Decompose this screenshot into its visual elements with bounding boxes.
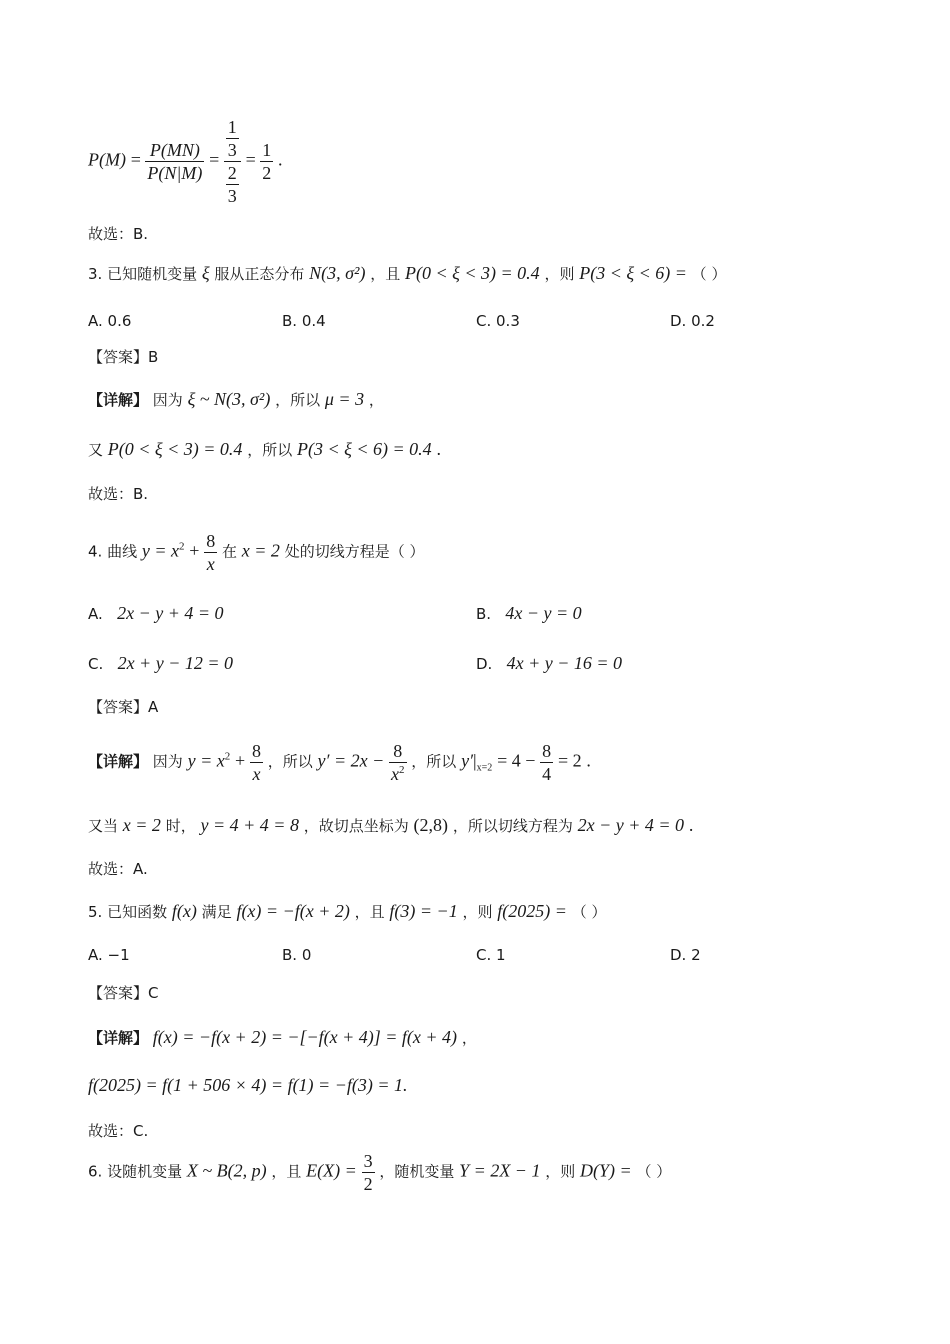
question-4-detail-line2: 又当 x = 2 时， y = 4 + 4 = 8 ，故切点坐标为 (2,8) ，所以切线方程为 2x − y + 4 = 0 .: [88, 815, 694, 835]
question-3-option-d[interactable]: D. 0.2: [670, 312, 715, 330]
fraction-3-over-2: $\frac{3}{2}$: [363, 1151, 373, 1194]
question-3-stem: 3. 已知随机变量 ξ 服从正态分布 N(3, σ²) ，且 P(0 < ξ < 3) = 0.4 ，则 P(3 < ξ < 6) = （ ）: [88, 263, 727, 283]
question-5-detail: 【详解】 f(x) = −f(x + 2) = −[−f(x + 4)] = f(x + 4) ，: [88, 1027, 477, 1047]
question-3-option-b[interactable]: B. 0.4: [282, 312, 326, 330]
question-5-detail-line2: f(2025) = f(1 + 506 × 4) = f(1) = −f(3) = 1.: [88, 1075, 408, 1095]
question-3-answer: 【答案】B: [88, 348, 159, 366]
question-5-answer: 【答案】C: [88, 984, 159, 1002]
select-answer-top: 故选：B.: [88, 225, 149, 243]
question-5-option-d[interactable]: D. 2: [670, 946, 701, 964]
fraction-pmn-over-pnm: $\frac{P(MN)}{P(N|M)}$: [147, 140, 203, 183]
question-4-stem: 4. 曲线 $y = x^2$ + $\frac{8}{x}$ 在 x = 2 处的切线方程是（ ）: [88, 531, 425, 574]
question-4-option-b[interactable]: B. 4x − y = 0: [476, 603, 582, 623]
question-5-option-c[interactable]: C. 1: [476, 946, 506, 964]
question-4-option-a[interactable]: A. 2x − y + 4 = 0: [88, 603, 224, 623]
question-5-option-a[interactable]: A. −1: [88, 946, 130, 964]
question-5-option-b[interactable]: B. 0: [282, 946, 312, 964]
question-3-detail-line2: 又 P(0 < ξ < 3) = 0.4 ，所以 P(3 < ξ < 6) = 0.4 .: [88, 439, 441, 459]
question-5-select: 故选：C.: [88, 1122, 149, 1140]
question-4-answer: 【答案】A: [88, 698, 159, 716]
fraction-8-over-x: $\frac{8}{x}$: [206, 531, 216, 574]
question-6-stem: 6. 设随机变量 X ~ B(2, p) ，且 E(X) = $\frac{3}{2}$ ，随机变量 Y = 2X − 1 ，则 D(Y) = （ ）: [88, 1151, 672, 1194]
question-4-option-d[interactable]: D. 4x + y − 16 = 0: [476, 653, 623, 673]
fraction-compound: $\frac{\frac{1}{3}}{\frac{2}{3}}$: [224, 118, 241, 205]
question-3-select: 故选：B.: [88, 485, 149, 503]
question-3-detail: 【详解】 因为 ξ ~ N(3, σ²) ，所以 μ = 3 ，: [88, 389, 384, 409]
question-4-option-c[interactable]: C. 2x + y − 12 = 0: [88, 653, 233, 673]
formula-conditional-probability: P(M) = $\frac{P(MN)}{P(N|M)}$ = $\frac{\frac{1}{3}}{\frac{2}{3}}$ = $\frac{1}{2}$ .: [88, 117, 283, 206]
question-4-detail: 【详解】 因为 $y = x^2$ + $\frac{8}{x}$ ，所以 y′ = 2x − $\frac{8}{x^2}$ ，所以 $y'|_{x=2} = 4$ − $\frac{8}{4}$ = 2 .: [88, 741, 591, 784]
question-3-option-c[interactable]: C. 0.3: [476, 312, 520, 330]
fraction-result: $\frac{1}{2}$: [262, 140, 272, 183]
question-5-stem: 5. 已知函数 f(x) 满足 f(x) = −f(x + 2) ，且 f(3) = −1 ，则 f(2025) = （ ）: [88, 901, 607, 921]
formula-lhs: P(M): [88, 149, 126, 170]
question-3-option-a[interactable]: A. 0.6: [88, 312, 132, 330]
question-4-select: 故选：A.: [88, 860, 148, 878]
